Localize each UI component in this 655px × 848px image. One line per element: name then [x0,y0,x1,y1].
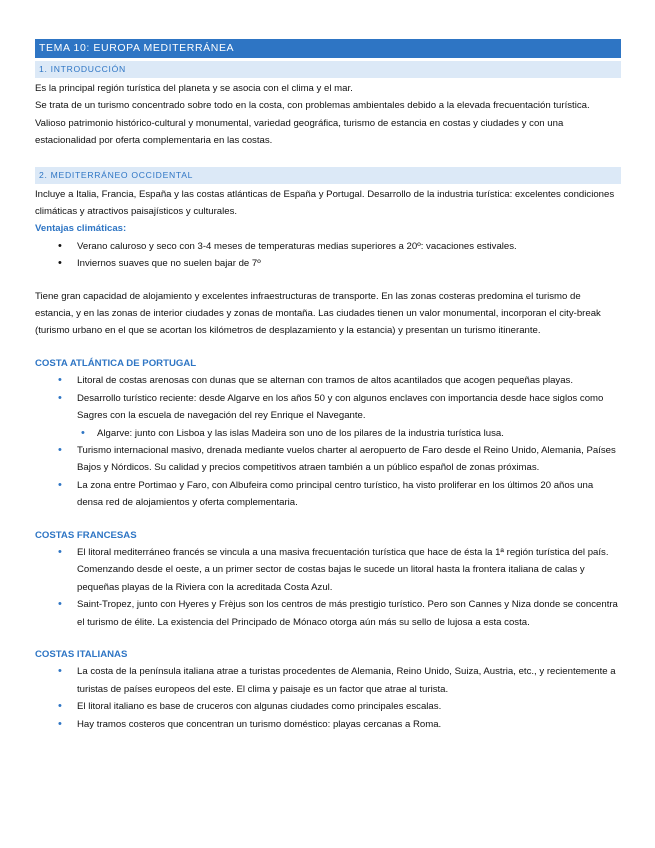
list-item-nested: • Algarve: junto con Lisboa y las islas Madeira son uno de los pilares de la industria turística lusa. [35,425,621,442]
list-item: • Litoral de costas arenosas con dunas que se alternan con tramos de altos acantilados que acogen pequeñas playas. [35,372,621,389]
list-item: • Inviernos suaves que no suelen bajar de 7º [35,255,621,272]
paragraph: Tiene gran capacidad de alojamiento y excelentes infraestructuras de transporte. En las zonas costeras predomina el turismo de estancia, y en las zonas de interior ciudades y zonas de montaña. Las ciudades tienen un valor monumental, incorporan el city-break (turismo urbano en el que se acortan los kilómetros de desplazamiento y la estancia) y presentan un turismo itinerante. [35,290,601,337]
subheading-italia: COSTAS ITALIANAS [35,648,128,660]
paragraph: Es la principal región turística del planeta y se asocia con el clima y el mar. [35,83,353,94]
section-heading-introduccion: 1. INTRODUCCIÓN [35,61,621,78]
paragraph: Valioso patrimonio histórico-cultural y monumental, variedad geográfica, turismo de estancia en costas y ciudades y con una estacionalidad por oferta complementaria en las costas. [35,117,564,147]
list-item: • Verano caluroso y seco con 3-4 meses de temperaturas medias superiores a 20º: vacaciones estivales. [35,238,621,255]
document-title: TEMA 10: EUROPA MEDITERRÁNEA [35,39,621,58]
portugal-list [35,372,621,511]
subheading-portugal: COSTA ATLÁNTICA DE PORTUGAL [35,357,197,369]
subheading-ventajas-climaticas: Ventajas climáticas: [35,223,127,235]
subheading-francia: COSTAS FRANCESAS [35,529,137,541]
list-item: • Saint-Tropez, junto con Hyeres y Frèjus son los centros de más prestigio turístico. Pero son Cannes y Niza donde se concentra el turismo de élite. La existencia del Principado de Mónaco otorga aún más su sello de lujosa a esta costa. [35,596,621,631]
francia-list [35,544,621,631]
list-item: • La costa de la península italiana atrae a turistas procedentes de Alemania, Reino Unido, Suiza, Austria, etc., y recientemente a turistas de países europeos del este. El clima y paisaje es un factor que atrae al turista. [35,663,621,698]
paragraph: Se trata de un turismo concentrado sobre todo en la costa, con problemas ambientales debido a la elevada frecuentación turística. [35,100,590,112]
list-item: • El litoral mediterráneo francés se vincula a una masiva frecuentación turística que hace de ésta la 1ª región turística del país. Comenzando desde el oeste, a un primer sector de costas bajas le sucede un litoral hasta la frontera italiana de calas y pequeñas playas de la Riviera con la acreditada Costa Azul. [35,544,621,596]
ventajas-list [35,238,621,273]
list-item: • Desarrollo turístico reciente: desde Algarve en los años 50 y con algunos enclaves con importancia desde hace siglos como Sagres con la escuela de navegación del rey Enrique el Navegante. [35,390,621,425]
italia-list [35,663,621,733]
list-item: • Hay tramos costeros que concentran un turismo doméstico: playas cercanas a Roma. [35,716,621,733]
list-item: • El litoral italiano es base de cruceros con algunas ciudades como principales escalas. [35,698,621,715]
list-item: • Turismo internacional masivo, drenada mediante vuelos charter al aeropuerto de Faro desde el Reino Unido, Alemania, Países Bajos y Nórdicos. Su calidad y precios competitivos atraen también a un público español de zonas próximas. [35,442,621,477]
list-item: • La zona entre Portimao y Faro, con Albufeira como principal centro turístico, ha visto proliferar en los últimos 20 años una densa red de alojamientos y oferta complementaria. [35,477,621,512]
paragraph: Incluye a Italia, Francia, España y las costas atlánticas de España y Portugal. Desarrollo de la industria turística: excelentes condiciones climáticas y atractivos paisajísticos y culturales. [35,188,615,218]
section-heading-mediterraneo-occidental: 2. MEDITERRÁNEO OCCIDENTAL [35,167,621,184]
